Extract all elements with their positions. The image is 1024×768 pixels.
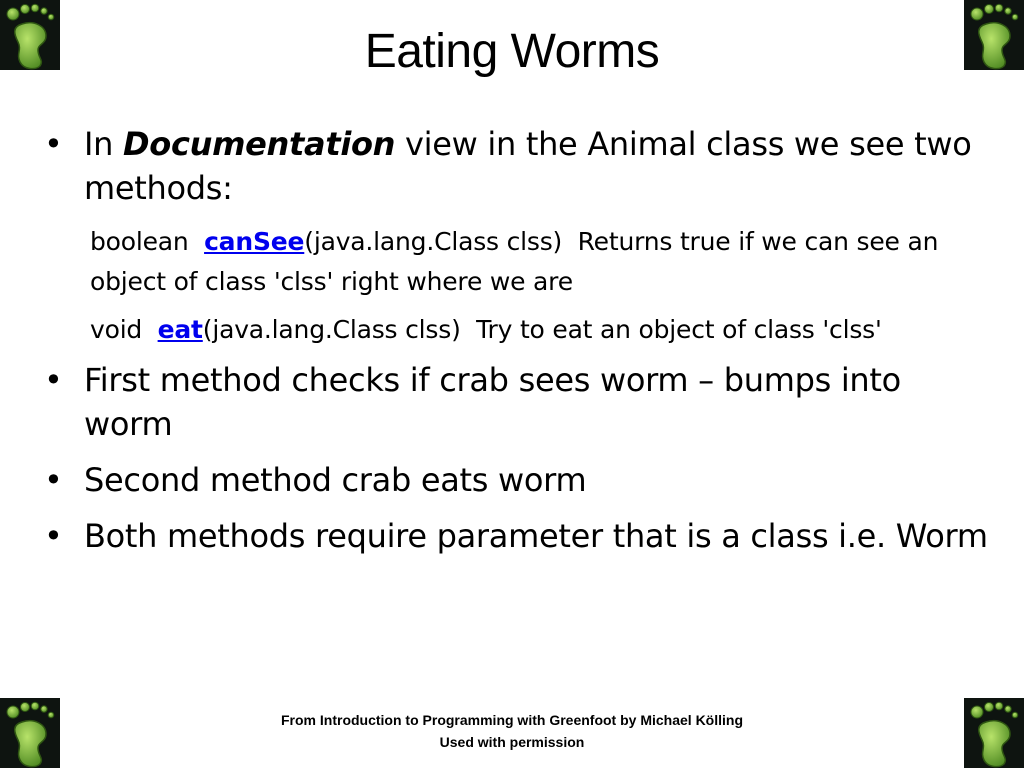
green-footprint-icon (0, 698, 60, 768)
method-signature: (java.lang.Class clss) (202, 315, 461, 344)
method-eat (44, 310, 994, 350)
slide-title: Eating Worms (364, 25, 660, 78)
method-description: Returns true if we can see an object of class 'clss' right where we are (90, 227, 939, 296)
method-return-type: boolean (90, 227, 189, 256)
footprint-logo-bottom-right (964, 698, 1024, 768)
method-description: Try to eat an object of class 'clss' (476, 315, 882, 344)
footer-permission: Used with permission (439, 734, 585, 750)
bullet-documentation-view (44, 122, 994, 210)
bullet-text-emphasis: Documentation (123, 125, 396, 163)
bullet-first-method: • First method checks if crab sees worm – bumps into worm (44, 358, 994, 446)
method-link-eat[interactable]: eat (157, 315, 203, 344)
method-cansee (44, 222, 994, 302)
bullet-second-method: • Second method crab eats worm (44, 458, 994, 502)
slide-footer (200, 709, 824, 753)
footprint-logo-bottom-left (0, 698, 60, 768)
method-link-cansee[interactable]: canSee (204, 227, 305, 256)
bullet-both-methods: • Both methods require parameter that is a class i.e. Worm (44, 514, 994, 558)
bullet-text-prefix: In (84, 125, 123, 163)
green-footprint-icon (964, 698, 1024, 768)
slide-content (44, 122, 994, 570)
method-return-type: void (90, 315, 143, 344)
method-signature: (java.lang.Class clss) (304, 227, 563, 256)
bullet-text-suffix: view in the Animal class we see two methods: (84, 125, 972, 207)
footer-credit: From Introduction to Programming with Greenfoot by Michael Kölling (281, 712, 743, 728)
